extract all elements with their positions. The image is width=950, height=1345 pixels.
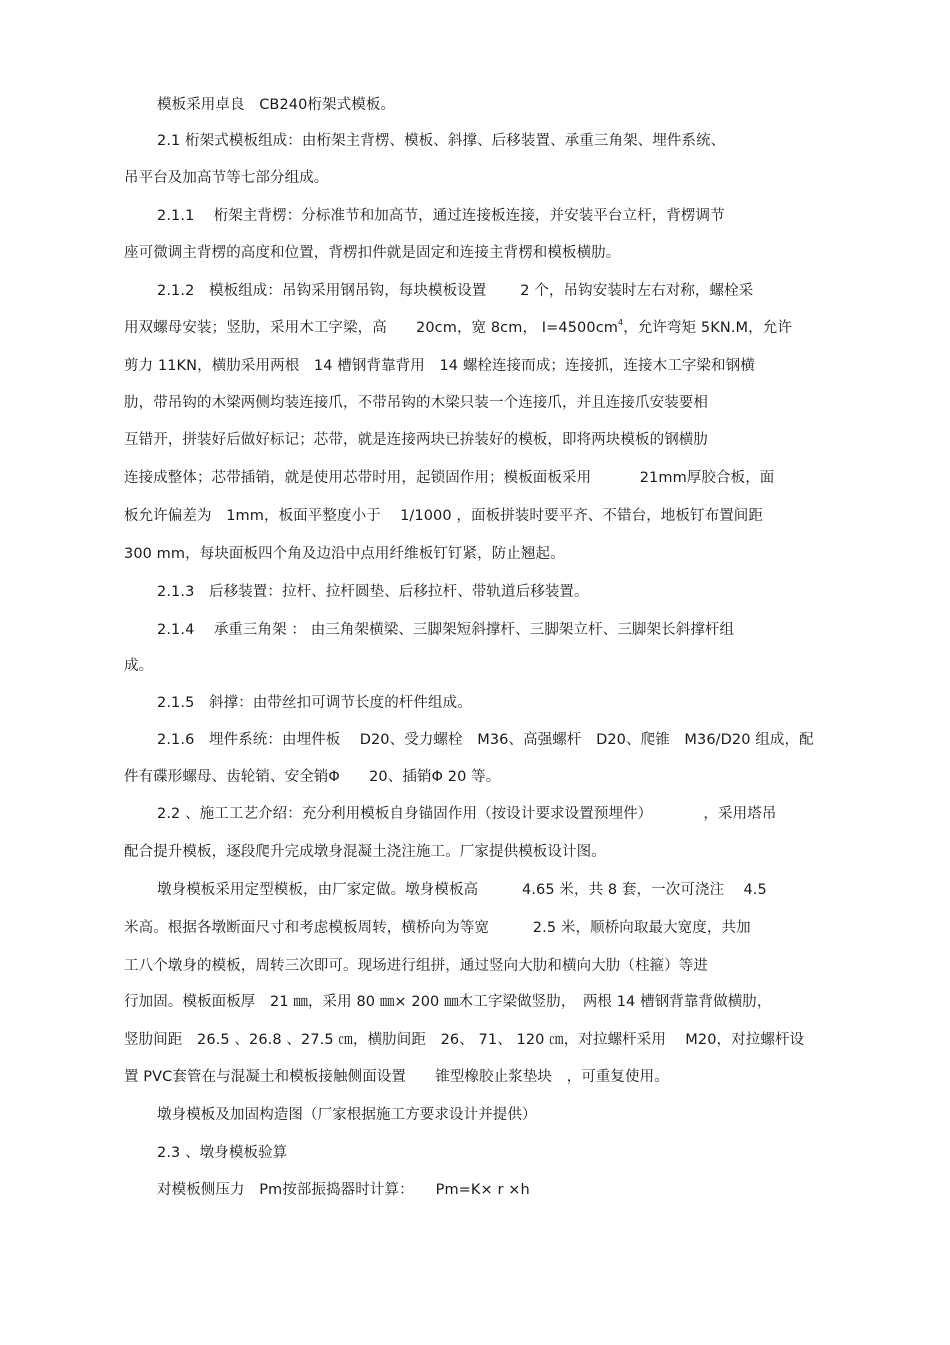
text-line-17: 2.1.5 斜撑：由带丝扣可调节长度的杆件组成。 — [157, 695, 472, 711]
text-line-4: 2.1.1 桁架主背楞：分标准节和加高节，通过连接板连接，并安装平台立杆，背楞调节 — [157, 208, 725, 224]
text-line-13: 300 mm，每块面板四个角及边沿中点用纤维板钉钉紧，防止翘起。 — [124, 546, 565, 562]
text-line-18: 2.1.6 埋件系统：由埋件板 D20、受力螺栓 M36、高强螺杆 D20、爬锥 M36/D20 组成，配 — [157, 732, 814, 748]
text-line-6: 2.1.2 模板组成：吊钩采用钢吊钩，每块模板设置 2 个，吊钩安装时左右对称，螺栓采 — [157, 283, 754, 299]
text-line-25: 行加固。模板面板厚 21 ㎜，采用 80 ㎜× 200 ㎜木工字梁做竖肋， 两根 14 槽钢背靠背做横肋， — [124, 994, 772, 1010]
text-line-9: 肋，带吊钩的木梁两侧均装连接爪，不带吊钩的木梁只装一个连接爪，并且连接爪安装要相 — [124, 395, 708, 411]
text-line-24: 工八个墩身的模板，周转三次即可。现场进行组拼，通过竖向大肋和横向大肋（柱箍）等进 — [124, 958, 708, 974]
figure-caption: 墩身模板及加固构造图（厂家根据施工方要求设计并提供） — [157, 1107, 537, 1123]
text-line-15: 2.1.4 承重三角架 ： 由三角架横梁、三脚架短斜撑杆、三脚架立杆、三脚架长斜撑杆组 — [157, 622, 735, 638]
text-line-12: 板允许偏差为 1mm，板面平整度小于 1/1000 ，面板拼装时要平齐、不错台，地板钉布置间距 — [124, 508, 764, 524]
superscript-exponent: 4 — [618, 318, 624, 327]
text-line-8: 剪力 11KN，横肋采用两根 14 槽钢背靠背用 14 螺栓连接而成；连接抓，连接木工字梁和钢横 — [124, 358, 755, 374]
text-line-1: 模板采用卓良 CB240桁架式模板。 — [157, 97, 396, 113]
text-line-10: 互错开，拼装好后做好标记；芯带，就是连接两块已拚装好的模板，即将两块模板的钢横肋 — [124, 432, 708, 448]
text-line-5: 座可微调主背楞的高度和位置，背楞扣件就是固定和连接主背楞和模板横肋。 — [124, 245, 621, 261]
text-line-22: 墩身模板采用定型模板，由厂家定做。墩身模板高 4.65 米，共 8 套，一次可浇注 4.5 — [157, 882, 767, 898]
text-line-26: 竖肋间距 26.5 、26.8 、27.5 ㎝，横肋间距 26、 71、 120 ㎝，对拉螺杆采用 M20，对拉螺杆设 — [124, 1032, 805, 1048]
text-line-19: 件有碟形螺母、齿轮销、安全销Φ 20、插销Φ 20 等。 — [124, 769, 501, 785]
text-line-27: 置 PVC套管在与混凝土和模板接触侧面设置 锥型橡胶止浆垫块 ，可重复使用。 — [124, 1069, 669, 1085]
text-line-7-main: 用双螺母安装；竖肋，采用木工字梁，高 20cm，宽 8cm， I=4500cm — [124, 320, 619, 336]
text-line-7 — [124, 318, 792, 338]
text-line-3: 吊平台及加高节等七部分组成。 — [124, 170, 329, 186]
text-line-11: 连接成整体；芯带插销，就是使用芯带时用，起锁固作用；模板面板采用 21mm厚胶合板，面 — [124, 470, 775, 486]
text-line-7-tail: ，允许弯矩 5KN.M，允许 — [623, 320, 792, 336]
formula-line: 对模板侧压力 Pm按部振捣器时计算： Pm=K× r ×h — [157, 1182, 530, 1198]
section-heading-2-3: 2.3 、墩身模板验算 — [157, 1145, 288, 1161]
text-line-20: 2.2 、施工工艺介绍：充分利用模板自身锚固作用（按设计要求设置预埋件） ，采用塔吊 — [157, 806, 777, 822]
text-line-23: 米高。根据各墩断面尺寸和考虑模板周转，横桥向为等宽 2.5 米，顺桥向取最大宽度，共加 — [124, 920, 751, 936]
text-line-14: 2.1.3 后移装置：拉杆、拉杆圆垫、后移拉杆、带轨道后移装置。 — [157, 584, 589, 600]
text-line-2: 2.1 桁架式模板组成：由桁架主背楞、模板、斜撑、后移装置、承重三角架、埋件系统、 — [157, 133, 726, 149]
text-line-16: 成。 — [124, 658, 154, 674]
text-line-21: 配合提升模板，逐段爬升完成墩身混凝土浇注施工。厂家提供模板设计图。 — [124, 844, 606, 860]
